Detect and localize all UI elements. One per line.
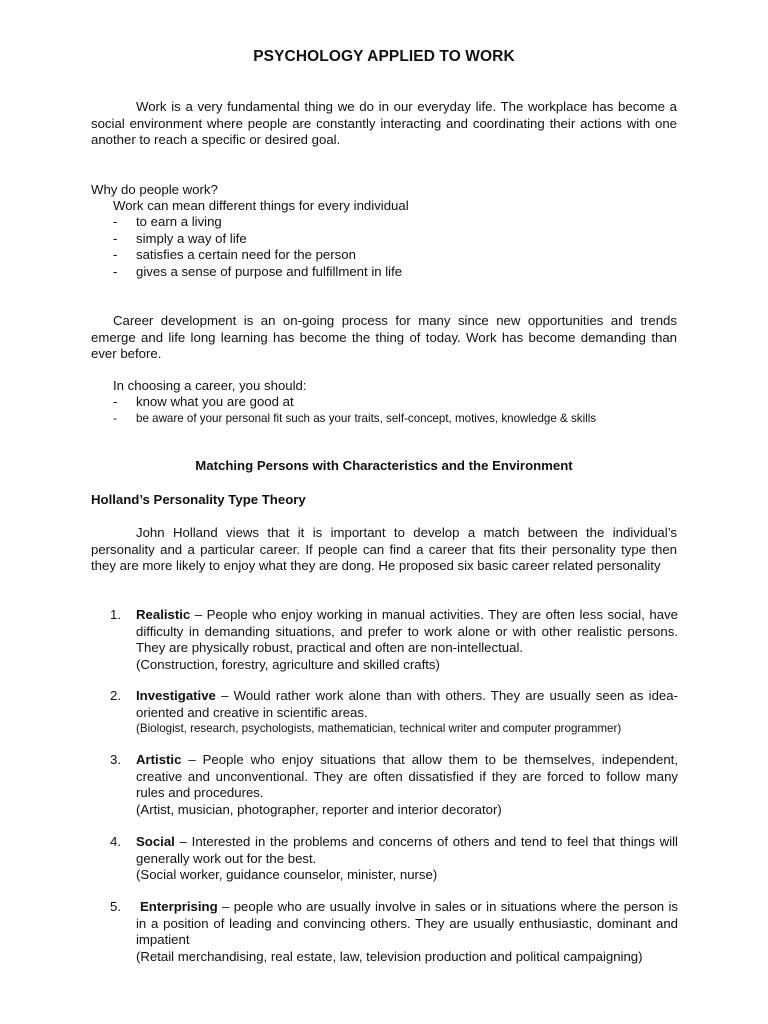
list-item: - know what you are good at — [113, 394, 294, 409]
choosing-intro: In choosing a career, you should: — [113, 378, 307, 393]
type-name: Investigative — [136, 688, 216, 703]
type-item-realistic: 1. Realistic – People who enjoy working in manual activities. They are often less social, have difficulty in demanding situations, and prefer to work alone or with other realistic persons. They are physically robust, practical and often are non-intellectual. (Construction, forestry, agriculture and skilled crafts) — [110, 607, 678, 672]
list-item: - satisfies a certain need for the person — [113, 247, 356, 262]
type-description: – Interested in the problems and concerns of others and tend to feel that things will generally work out for the best. — [136, 834, 678, 866]
why-list — [113, 214, 693, 280]
page-title: PSYCHOLOGY APPLIED TO WORK — [253, 48, 515, 65]
type-name: Social — [136, 834, 175, 849]
type-description: – Would rather work alone than with others. They are usually seen as idea-oriented and creative in scientific areas. — [136, 688, 678, 720]
type-name: Enterprising — [140, 899, 218, 914]
type-name: Artistic — [136, 752, 182, 767]
choosing-list — [113, 394, 693, 427]
type-examples: (Artist, musician, photographer, reporter and interior decorator) — [136, 801, 502, 817]
type-examples: (Construction, forestry, agriculture and skilled crafts) — [136, 656, 440, 672]
type-examples: (Biologist, research, psychologists, mathematician, technical writer and computer programmer) — [136, 722, 622, 735]
list-item: - gives a sense of purpose and fulfillment in life — [113, 263, 403, 279]
list-item: - to earn a living — [113, 214, 222, 229]
type-description: – people who are usually involve in sales or in situations where the person is in a position of leading and convincing others. They are usually enthusiastic, dominant and impatient — [136, 899, 678, 947]
holland-heading: Holland’s Personality Type Theory — [91, 492, 306, 507]
list-item: - be aware of your personal fit such as your traits, self-concept, motives, knowledge & skills — [113, 411, 597, 425]
type-item-artistic: 3. Artistic – People who enjoy situations that allow them to be themselves, independent, creative and unconventional. They are often dissatisfied if they are forced to follow many rules and procedures. (Artist, musician, photographer, reporter and interior decorator) — [110, 752, 678, 817]
career-paragraph: Career development is an on-going process for many since new opportunities and trends emerge and life long learning has become the thing of today. Work has become demanding than ever before. — [91, 313, 677, 361]
list-item: - simply a way of life — [113, 230, 247, 246]
why-subtitle: Work can mean different things for every individual — [113, 198, 409, 213]
type-description: – People who enjoy working in manual activities. They are often less social, have difficulty in demanding situations, and prefer to work alone or with other realistic persons. They are physically robust, practical and often are non-intellectual. — [136, 607, 678, 655]
type-name: Realistic — [136, 607, 191, 622]
type-examples: (Social worker, guidance counselor, minister, nurse) — [136, 867, 438, 882]
type-examples: (Retail merchandising, real estate, law, television production and political campaigning) — [136, 948, 643, 964]
matching-heading: Matching Persons with Characteristics and the Environment — [195, 458, 573, 473]
type-item-social: 4. Social – Interested in the problems and concerns of others and tend to feel that things will generally work out for the best. (Social worker, guidance counselor, minister, nurse) — [110, 834, 678, 882]
type-item-investigative: 2. Investigative – Would rather work alone than with others. They are usually seen as idea-oriented and creative in scientific areas. (Biologist, research, psychologists, mathematician, technical writer and computer programmer) — [110, 688, 678, 738]
intro-paragraph: Work is a very fundamental thing we do in our everyday life. The workplace has become a social environment where people are constantly interacting and coordinating their actions with one another to reach a specific or desired goal. — [91, 99, 677, 147]
type-item-enterprising: 5. Enterprising – people who are usually involve in sales or in situations where the person is in a position of leading and convincing others. They are usually enthusiastic, dominant and impatient (Retail merchandising, real estate, law, television production and political campaigning) — [110, 899, 678, 964]
type-description: – People who enjoy situations that allow them to be themselves, independent, creative and unconventional. They are often dissatisfied if they are forced to follow many rules and procedures. — [136, 752, 678, 800]
why-question: Why do people work? — [91, 182, 218, 197]
holland-paragraph: John Holland views that it is important to develop a match between the individual’s personality and a particular career. If people can find a career that fits their personality type then they are more likely to enjoy what they are dong. He proposed six basic career related personality — [91, 525, 677, 573]
